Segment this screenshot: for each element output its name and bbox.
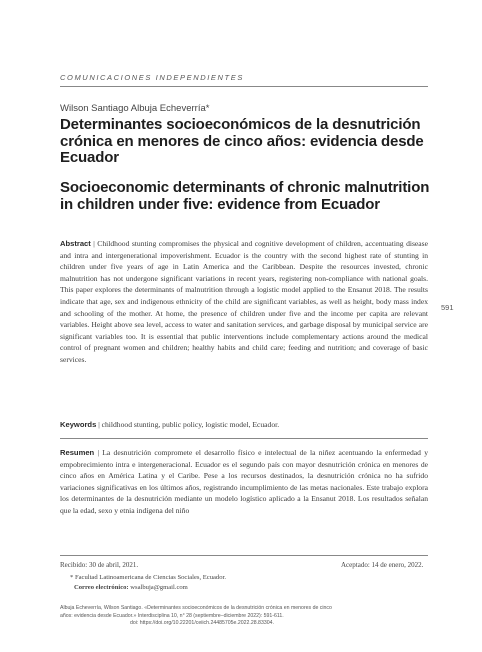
abstract-paragraph: Abstract | Childhood stunting compromises the physical and cognitive development of children, accentuating disease and intra and intergenerational impoverishment. Ecuador is the country with the second highest rate of stunting in children under five years of age in Latin America and the Caribbean. Despite the resources invested, chronic malnutrition has not undergone significant variations in recent years, registering non-compliance with national goals. This paper explores the determinants of malnutrition through a logistic model applied to the Ensanut 2018. The results indicate that age, sex and indigenous ethnicity of the child are significant variables, as well as height, body mass index and schooling of the mother. At home, the presence of children under five and the income per capita are relevant variables. Height above sea level, access to water and sanitation services, and garbage disposal by municipal service are significant variables too. It is essential that public interventions include complementary actions around the medical control of pregnant women and children; healthy habits and child care; feeding and nutrition; and coverage of basic services.: [60, 239, 428, 364]
received-date: Recibido: 30 de abril, 2021.: [60, 561, 139, 569]
header-rule: [60, 86, 428, 87]
resumen-paragraph: Resumen | La desnutrición compromete el desarrollo físico e intelectual de la niñez acentuando la enfermedad y empobrecimiento intra e intergeneracional. Ecuador es el segundo país con mayor desnutrición crónica en menores de cinco años en América Latina y el Caribe. Pese a los recursos destinados, la desnutrición crónica no ha sufrido variaciones significativas en los últimos años, registrando incumplimiento de las metas nacionales. Este trabajo explora los determinantes de la desnutrición mediante un modelo logístico aplicado a la Ensanut 2018. Los resultados señalan que la edad, sexo y etnia indígena del niño: [60, 448, 428, 515]
author-name: Wilson Santiago Albuja Echeverría*: [60, 103, 210, 114]
title-spanish: Determinantes socioeconómicos de la desnutrición crónica en menores de cinco años: evidencia desde Ecuador: [60, 116, 424, 166]
citation-line: Albuja Echeverría, Wilson Santiago. «Determinantes socioeconómicos de la desnutrición crónica en menores de cinco: [60, 605, 332, 611]
title-english: Socioeconomic determinants of chronic malnutrition in children under five: evidence from Ecuador: [60, 179, 430, 213]
dates-row: [60, 561, 440, 569]
keywords-label: Keywords: [60, 420, 97, 429]
citation-block: [60, 605, 428, 628]
email-line: [60, 583, 428, 593]
page-number: 591: [441, 303, 454, 312]
email-address[interactable]: wsalbuja@gmail.com: [130, 584, 188, 591]
author-footnote: [60, 573, 428, 593]
affiliation: * Facultad Latinoamericana de Ciencias Sociales, Ecuador.: [70, 574, 226, 581]
citation-doi[interactable]: doi: https://doi.org/10.22201/ceiich.24485705e.2022.28.83304.: [130, 620, 274, 627]
keywords-text: childhood stunting, public policy, logistic model, Ecuador.: [101, 420, 280, 429]
email-label: Correo electrónico:: [74, 584, 129, 591]
section-label: COMUNICACIONES INDEPENDIENTES: [60, 73, 244, 82]
resumen-label: Resumen: [60, 448, 95, 457]
abstract-label: Abstract: [60, 239, 91, 248]
footnote-rule: [60, 555, 428, 556]
resumen-text: La desnutrición compromete el desarrollo físico e intelectual de la niñez acentuando la enfermedad y empobrecimiento intra e intergeneracional. Ecuador es el segundo país con mayor desnutrición crónica en menores de cinco años en América Latina y el Caribe. Pese a los recursos destinados, la desnutrición crónica no ha sufrido variaciones significativas en los últimos años, registrando incumplimiento de las metas nacionales. Este trabajo explora los determinantes de la desnutrición mediante un modelo logístico aplicado a la Ensanut 2018. Los resultados señalan que la edad, sexo y etnia indígena del niño: [60, 448, 428, 515]
citation-line: años: evidencia desde Ecuador.» Interdisciplina 10, n° 28 (septiembre–diciembre 2022): 591-611.: [60, 612, 284, 619]
abstract-text: Childhood stunting compromises the physical and cognitive development of children, accentuating disease and intra and intergenerational impoverishment. Ecuador is the country with the second highest rate of stunting in children under five years of age in Latin America and the Caribbean. Despite the resources invested, chronic malnutrition has not undergone significant variations in recent years, registering non-compliance with national goals. This paper explores the determinants of malnutrition through a logistic model applied to the Ensanut 2018. The results indicate that age, sex and indigenous ethnicity of the child are significant variables, as well as height, body mass index and schooling of the mother. At home, the presence of children under five and the income per capita are relevant variables. Height above sea level, access to water and sanitation services, and garbage disposal by municipal service are significant variables too. It is essential that public interventions include complementary actions around the medical control of pregnant women and children; healthy habits and child care; feeding and nutrition; and coverage of basic services.: [60, 239, 428, 364]
accepted-date: Aceptado: 14 de enero, 2022.: [341, 561, 424, 569]
keywords-paragraph: Keywords | childhood stunting, public policy, logistic model, Ecuador.: [60, 420, 280, 429]
section-divider: [60, 438, 428, 439]
